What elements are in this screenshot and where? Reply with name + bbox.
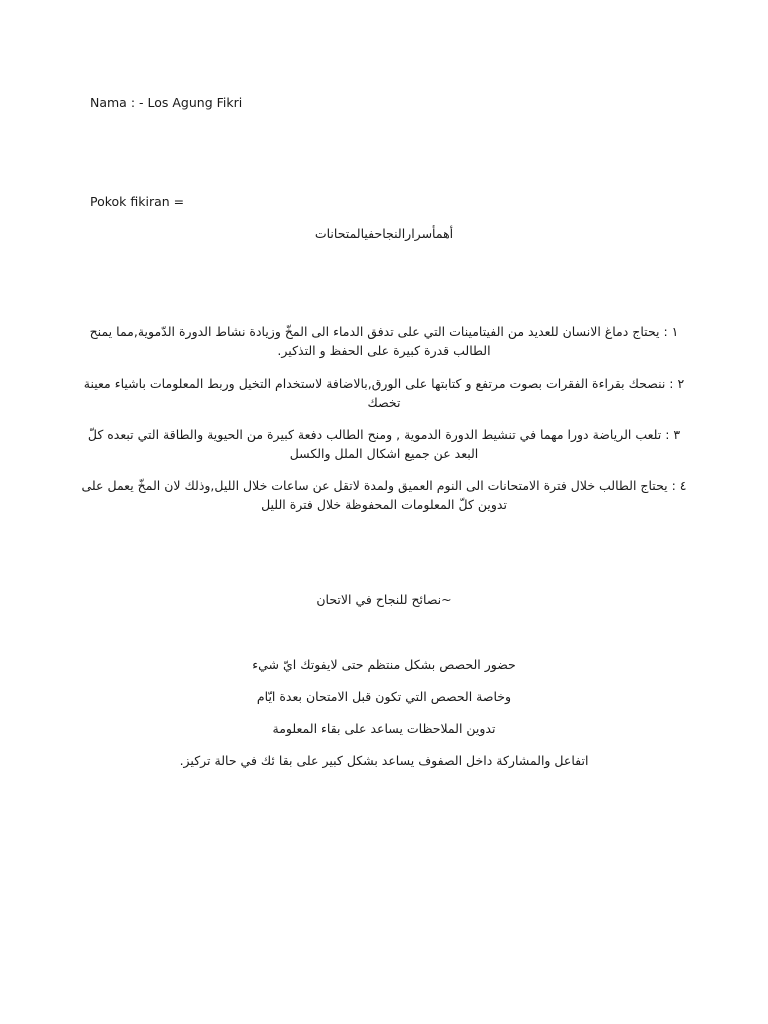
tip-item-1: حضور الحصص بشكل منتظم حتى لايفوتك ايّ شيء <box>252 657 516 672</box>
point-2: ٢ : ننصحك بقراءة الفقرات بصوت مرتفع و كتابتها على الورق,بالاضافة لاستخدام التخيل وربط المعلومات باشياء معينة تخصك <box>83 376 685 410</box>
point-3: ٣ : تلعب الرياضة دورا مهما في تنشيط الدورة الدموية , ومنح الطالب دفعة كبيرة من الحيوية والطاقة التي تبعده كلّ البعد عن جميع اشكال الملل والكسل <box>87 427 681 461</box>
name-line: Nama : - Los Agung Fikri <box>90 95 243 110</box>
document-title: أهمأسرارالنجاحفيالمتحانات <box>314 226 454 241</box>
tips-heading: ~نصائح للنجاح في الاتحان <box>316 592 452 607</box>
tip-item-2: وخاصة الحصص التي تكون قبل الامتحان بعدة ايّام <box>256 689 512 704</box>
point-4: ٤ : يحتاج الطالب خلال فترة الامتحانات الى النوم العميق ولمدة لاتقل عن ساعات خلال الليل,وذلك لان المخّ يعمل على تدوين كلّ المعلومات المحفوظة خلال فترة الليل <box>81 478 687 512</box>
tip-item-3: تدوين الملاحظات يساعد على بقاء المعلومة <box>272 721 496 736</box>
tip-item-4: اتفاعل والمشاركة داخل الصفوف يساعد بشكل كبير على بقا ئك في حالة تركيز. <box>179 753 589 768</box>
point-1: ١ : يحتاج دماغ الانسان للعديد من الفيتامينات التي على تدفق الدماء الى المخّ وزيادة نشاط الدورة الدّموية,مما يمنح الطالب قدرة كبيرة على الحفظ و التذكير. <box>89 324 679 358</box>
pokok-fikiran-label: Pokok fikiran = <box>90 194 185 209</box>
